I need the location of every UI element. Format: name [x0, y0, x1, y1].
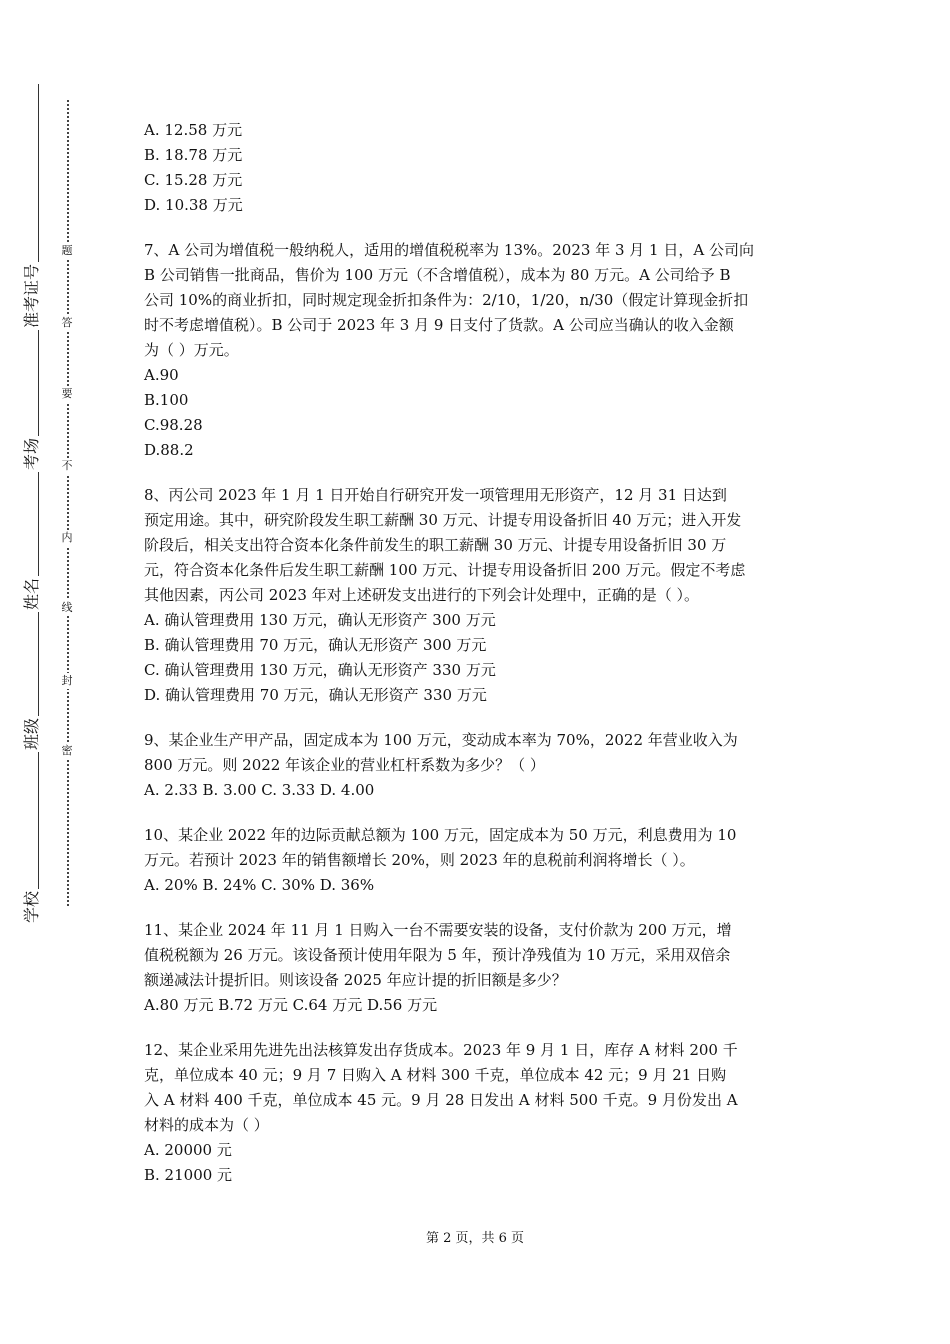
option: D. 10.38 万元: [144, 196, 243, 214]
question-10: [144, 823, 809, 898]
option: A. 2.33 B. 3.00 C. 3.33 D. 4.00: [144, 781, 375, 799]
question-text: 预定用途。其中，研究阶段发生职工薪酬 30 万元、计提专用设备折旧 40 万元；进入开发: [144, 511, 742, 529]
question-text: 10、某企业 2022 年的边际贡献总额为 100 万元，固定成本为 50 万元，利息费用为 10: [144, 826, 737, 844]
question-text: 入 A 材料 400 千克，单位成本 45 元。9 月 28 日发出 A 材料 500 千克。9 月份发出 A: [144, 1091, 738, 1109]
question-content: [144, 118, 809, 1188]
question-text: 其他因素，丙公司 2023 年对上述研发支出进行的下列会计处理中，正确的是（ ）。: [144, 586, 699, 604]
question-text: B 公司销售一批商品，售价为 100 万元（不含增值税），成本为 80 万元。A 公司给予 B: [144, 266, 731, 284]
question-text: 9、某企业生产甲产品，固定成本为 100 万元，变动成本率为 70%，2022 年营业收入为: [144, 731, 738, 749]
question-text: 额递减法计提折旧。则该设备 2025 年应计提的折旧额是多少？: [144, 971, 567, 989]
question-block: [144, 118, 809, 218]
exam-room-label: 考场: [22, 437, 41, 470]
ticket-number-label: 准考证号: [22, 263, 41, 328]
name-label: 姓名: [22, 577, 41, 610]
seal-char: 要: [61, 387, 73, 400]
question-text: 11、某企业 2024 年 11 月 1 日购入一台不需要安装的设备，支付价款为 200 万元，增: [144, 921, 732, 939]
question-9: [144, 728, 809, 803]
question-8: [144, 483, 809, 708]
option: D.88.2: [144, 441, 194, 459]
option: B. 21000 元: [144, 1166, 233, 1184]
question-11: [144, 918, 809, 1018]
question-text: 克，单位成本 40 元；9 月 7 日购入 A 材料 300 千克，单位成本 42 元；9 月 21 日购: [144, 1066, 727, 1084]
option: A. 确认管理费用 130 万元，确认无形资产 300 万元: [144, 611, 496, 629]
option: A. 20% B. 24% C. 30% D. 36%: [144, 876, 375, 894]
seal-char: 内: [61, 531, 73, 544]
question-text: 材料的成本为（ ）: [144, 1116, 269, 1134]
question-text: 8、丙公司 2023 年 1 月 1 日开始自行研究开发一项管理用无形资产，12 月 31 日达到: [144, 486, 727, 504]
option: A.80 万元 B.72 万元 C.64 万元 D.56 万元: [144, 996, 438, 1014]
option: C.98.28: [144, 416, 203, 434]
seal-char: 题: [61, 244, 73, 257]
option: D. 确认管理费用 70 万元，确认无形资产 330 万元: [144, 686, 487, 704]
option: B.100: [144, 391, 189, 409]
seal-char: 密: [61, 744, 73, 757]
seal-char: 封: [61, 674, 73, 687]
question-text: 公司 10%的商业折扣，同时规定现金折扣条件为：2/10，1/20，n/30（假定计算现金折扣: [144, 291, 749, 309]
question-text: 元，符合资本化条件后发生职工薪酬 100 万元、计提专用设备折旧 200 万元。假定不考虑: [144, 561, 746, 579]
binding-solid-line: [38, 84, 39, 924]
school-label: 学校: [22, 890, 41, 923]
question-text: 万元。若预计 2023 年的销售额增长 20%，则 2023 年的息税前利润将增长（ ）。: [144, 851, 695, 869]
page-footer: 第 2 页，共 6 页: [425, 1231, 525, 1246]
seal-char: 不: [61, 459, 73, 472]
option: A.90: [144, 366, 179, 384]
class-label: 班级: [22, 717, 41, 750]
question-text: 800 万元。则 2022 年该企业的营业杠杆系数为多少？（ ）: [144, 756, 545, 774]
seal-char: 答: [61, 316, 73, 329]
question-text: 阶段后，相关支出符合资本化条件前发生的职工薪酬 30 万元、计提专用设备折旧 30 万: [144, 536, 727, 554]
question-12: [144, 1038, 809, 1188]
seal-char: 线: [61, 601, 73, 614]
option: B. 确认管理费用 70 万元，确认无形资产 300 万元: [144, 636, 487, 654]
question-text: 值税税额为 26 万元。该设备预计使用年限为 5 年，预计净残值为 10 万元，采用双倍余: [144, 946, 731, 964]
option: B. 18.78 万元: [144, 146, 243, 164]
question-text: 12、某企业采用先进先出法核算发出存货成本。2023 年 9 月 1 日，库存 A 材料 200 千: [144, 1041, 738, 1059]
question-text: 7、A 公司为增值税一般纳税人，适用的增值税税率为 13%。2023 年 3 月 1 日，A 公司向: [144, 241, 754, 259]
question-text: 为（ ）万元。: [144, 341, 239, 359]
option: C. 确认管理费用 130 万元，确认无形资产 330 万元: [144, 661, 496, 679]
question-7: [144, 238, 809, 463]
question-text: 时不考虑增值税）。B 公司于 2023 年 3 月 9 日支付了货款。A 公司应当确认的收入金额: [144, 316, 734, 334]
binding-dotted-line: [67, 100, 69, 906]
option: A. 12.58 万元: [144, 121, 243, 139]
option: A. 20000 元: [144, 1141, 232, 1159]
option: C. 15.28 万元: [144, 171, 243, 189]
